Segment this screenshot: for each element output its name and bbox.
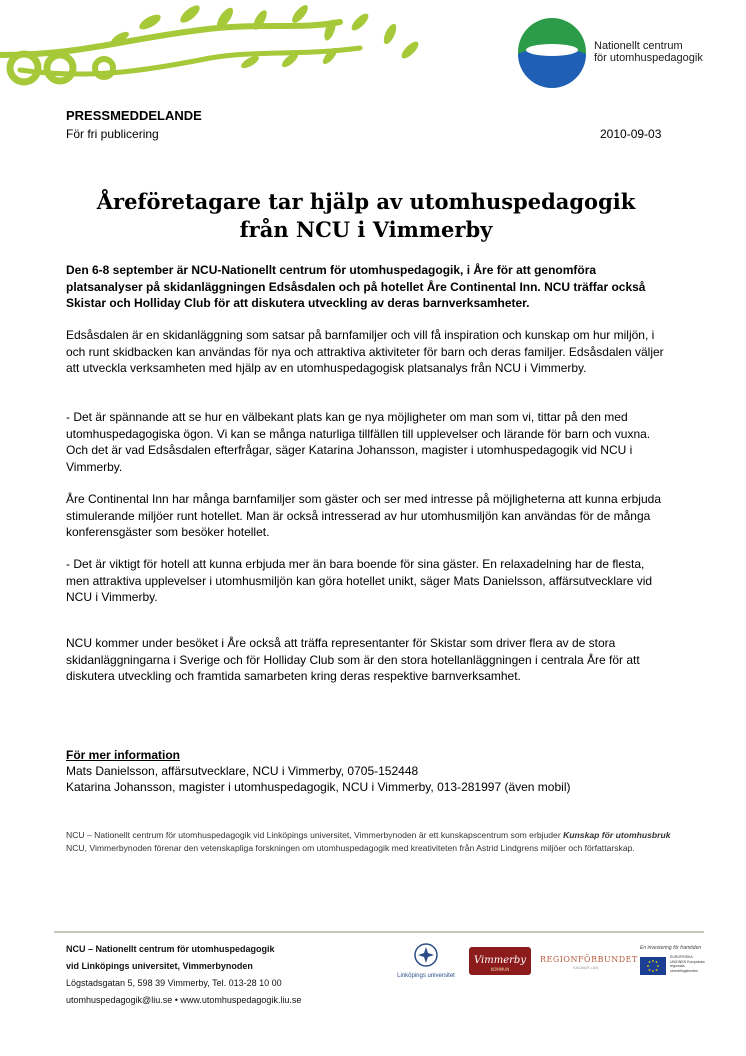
body-paragraph: - Det är viktigt för hotell att kunna erbjuda mer än bara boende för sina gäster. En relaxadelning har de flesta, men attraktiva upplevelser i utomhusmiljön kan göra hotellet unikt, säger Mats Danielsson, affärsutvecklare vid NCU i Vimmerby.: [66, 557, 653, 604]
vimmerby-sub-text: KOMMUN: [490, 967, 510, 972]
vimmerby-logo-icon: [469, 947, 531, 975]
ncu-logo-text: [594, 40, 703, 64]
publication-note: För fri publicering: [66, 127, 159, 141]
about-emphasis: Kunskap för utomhusbruk: [563, 830, 671, 840]
region-sub-text: KALMAR LÄN: [573, 965, 599, 970]
vine-decoration-icon: [0, 0, 440, 100]
eu-text: EUROPEISKA UNIONEN Europeiska regionala utvecklingsfonden: [670, 955, 705, 973]
contact-line: Mats Danielsson, affärsutvecklare, NCU i Vimmerby, 0705-152448: [66, 764, 419, 778]
body-paragraph: Åre Continental Inn har många barnfamiljer som gäster och ser med intresse på möjligheterna att kunna erbjuda stimulerande miljöer runt hotellet. Man är också intresserad av hur utomhusmiljön kan användas för de många konferensgäster som besöker hotellet.: [66, 492, 661, 539]
lead-paragraph: Den 6-8 september är NCU-Nationellt centrum för utomhuspedagogik, i Åre för att genomföra platsanalyser på skidanläggningen Edsåsdalen och på hotellet Åre Continental Inn. NCU träffar också Skistar och Holliday Club för att diskutera utveckling av deras barnverksamheter.: [66, 263, 646, 310]
eu-flag-icon: [640, 957, 666, 975]
liu-crest-icon: [414, 943, 438, 967]
body-paragraph: - Det är spännande att se hur en välbekant plats kan ge nya möjligheter om man som vi, tittar på den med utomhuspedagogiska ögon. Vi kan se många naturliga tillfällen till upplevelser och lärande för barn och vuxna. Och det är vad Edsåsdalen efterfrågar, säger Katarina Johansson, magister i utomhuspedagogik vid NCU i Vimmerby.: [66, 410, 651, 474]
title-line-2: från NCU i Vimmerby: [239, 217, 493, 242]
contact-line: Katarina Johansson, magister i utomhuspedagogik, NCU i Vimmerby, 013-281997 (även mobil): [66, 780, 571, 794]
eu-caption: En investering för framtiden: [640, 945, 702, 951]
more-info-section: [66, 747, 570, 795]
about-text-before: NCU – Nationellt centrum för utomhuspedagogik vid Linköpings universitet, Vimmerbynoden är ett kunskapscentrum som erbjuder: [66, 830, 561, 840]
footer-email-web: utomhuspedagogik@liu.se • www.utomhuspedagogik.liu.se: [66, 995, 302, 1005]
release-date: 2010-09-03: [600, 127, 662, 141]
about-ncu: [66, 829, 676, 855]
vimmerby-logo-text: Vimmerby: [474, 955, 526, 966]
footer-address: Lögstadsgatan 5, 598 39 Vimmerby, Tel. 013-28 10 00: [66, 978, 282, 988]
ncu-logo-icon: [514, 16, 590, 88]
footer-org-line-2: vid Linköpings universitet, Vimmerbynoden: [66, 961, 253, 971]
liu-logo: [394, 943, 458, 979]
footer-contact: [66, 941, 301, 1009]
article-title: [66, 188, 666, 244]
footer-divider: [54, 931, 704, 933]
title-line-1: Åreföretagare tar hjälp av utomhuspedagogik: [96, 189, 636, 214]
press-release-label: PRESSMEDDELANDE: [66, 108, 202, 123]
more-info-heading: För mer information: [66, 748, 181, 762]
logo-line-1: Nationellt centrum: [594, 40, 683, 52]
logo-line-2: för utomhuspedagogik: [594, 52, 703, 64]
liu-label: Linköpings universitet: [397, 973, 455, 979]
footer-org-line-1: NCU – Nationellt centrum för utomhuspedagogik: [66, 944, 275, 954]
region-logo-text: REGIONFÖRBUNDET: [540, 955, 638, 964]
body-paragraph: NCU kommer under besöket i Åre också att träffa representanter för Skistar som driver flera av de stora skidanläggningarna i Sverige och för Holliday Club som är den stora hotellanläggningen i centrala Åre för att diskutera utveckling och framtida samarbeten kring deras respektive barnverksamhet.: [66, 636, 640, 683]
about-text-after: NCU, Vimmerbynoden förenar den vetenskapliga forskningen om utomhuspedagogik med kreativiteten från Astrid Lindgrens miljöer och författarskap.: [66, 843, 635, 853]
body-paragraph: Edsåsdalen är en skidanläggning som satsar på barnfamiljer och vill få inspiration och kunskap om hur miljön, i och runt skidbacken kan användas för nya och attraktiva aktiviteter för barn och deras familjer. Edsåsdalen väljer att utveckla verksamheten med hjälp av en utomhuspedagogisk platsanalys från NCU i Vimmerby.: [66, 328, 664, 375]
